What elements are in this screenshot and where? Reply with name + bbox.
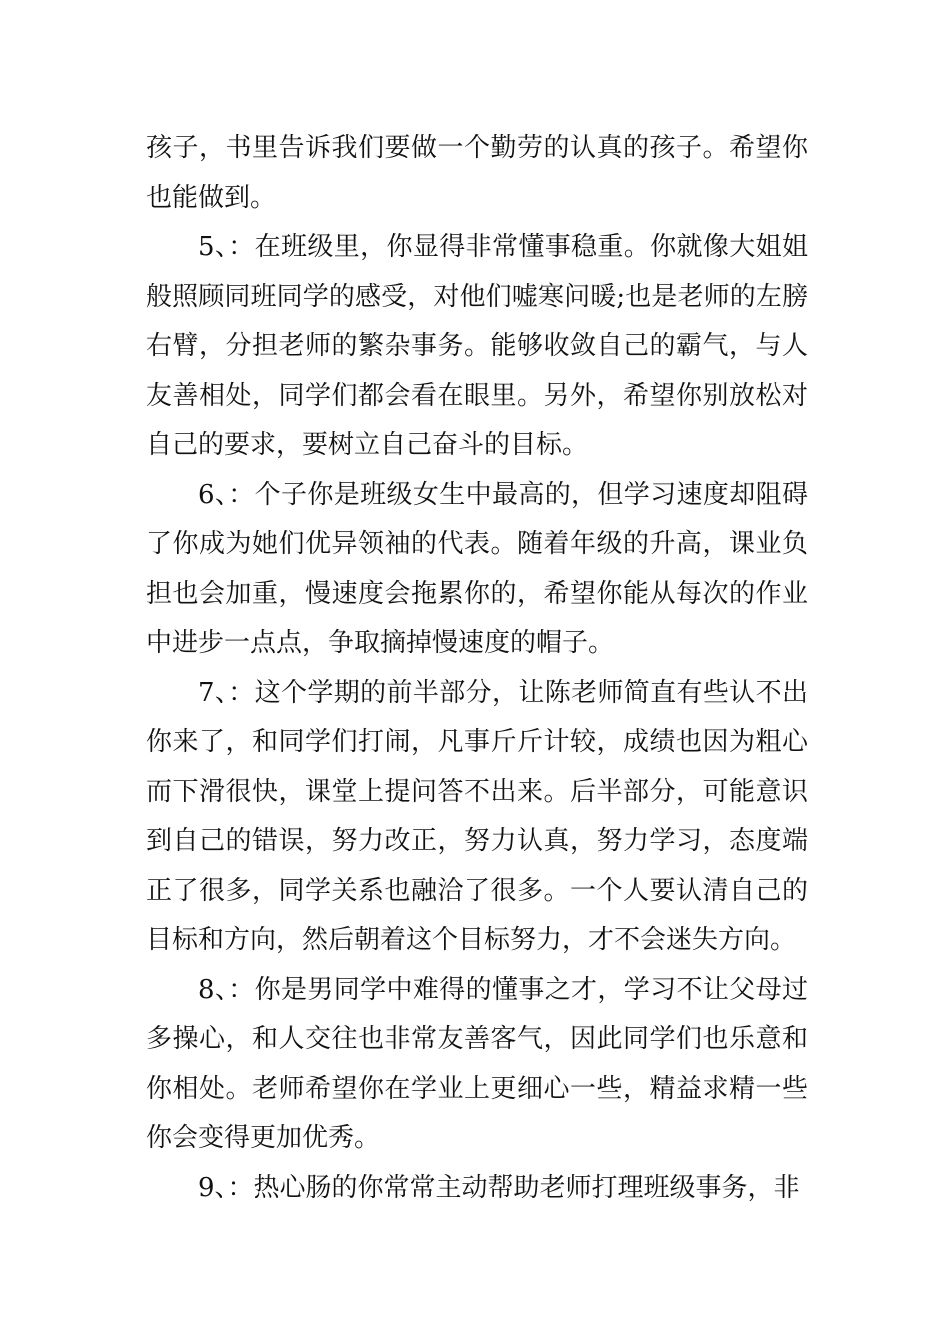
paragraph-comment-5: 5、：在班级里，你显得非常懂事稳重。你就像大姐姐般照顾同班同学的感受，对他们嘘寒问暖;也是老师的左膀右臂，分担老师的繁杂事务。能够收敛自己的霸气，与人友善相处，同学们都会看在眼里。另外，希望你别放松对自己的要求，要树立自己奋斗的目标。 [146, 232, 808, 460]
document-body [146, 124, 808, 1213]
paragraph-comment-9: 9、：热心肠的你常常主动帮助老师打理班级事务，非 [198, 1172, 800, 1203]
paragraph-comment-7: 7、：这个学期的前半部分，让陈老师简直有些认不出你来了，和同学们打闹，凡事斤斤计较，成绩也因为粗心而下滑很快，课堂上提问答不出来。后半部分，可能意识到自己的错误，努力改正，努力认真，努力学习，态度端正了很多，同学关系也融洽了很多。一个人要认清自己的目标和方向，然后朝着这个目标努力，才不会迷失方向。 [146, 677, 808, 955]
paragraph-comment-6: 6、：个子你是班级女生中最高的，但学习速度却阻碍了你成为她们优异领袖的代表。随着年级的升高，课业负担也会加重，慢速度会拖累你的，希望你能从每次的作业中进步一点点，争取摘掉慢速度的帽子。 [146, 479, 808, 658]
paragraph-continuation: 孩子，书里告诉我们要做一个勤劳的认真的孩子。希望你也能做到。 [146, 133, 808, 213]
paragraph-comment-8: 8、：你是男同学中难得的懂事之才，学习不让父母过多操心，和人交往也非常友善客气，因此同学们也乐意和你相处。老师希望你在学业上更细心一些，精益求精一些你会变得更加优秀。 [146, 974, 808, 1153]
